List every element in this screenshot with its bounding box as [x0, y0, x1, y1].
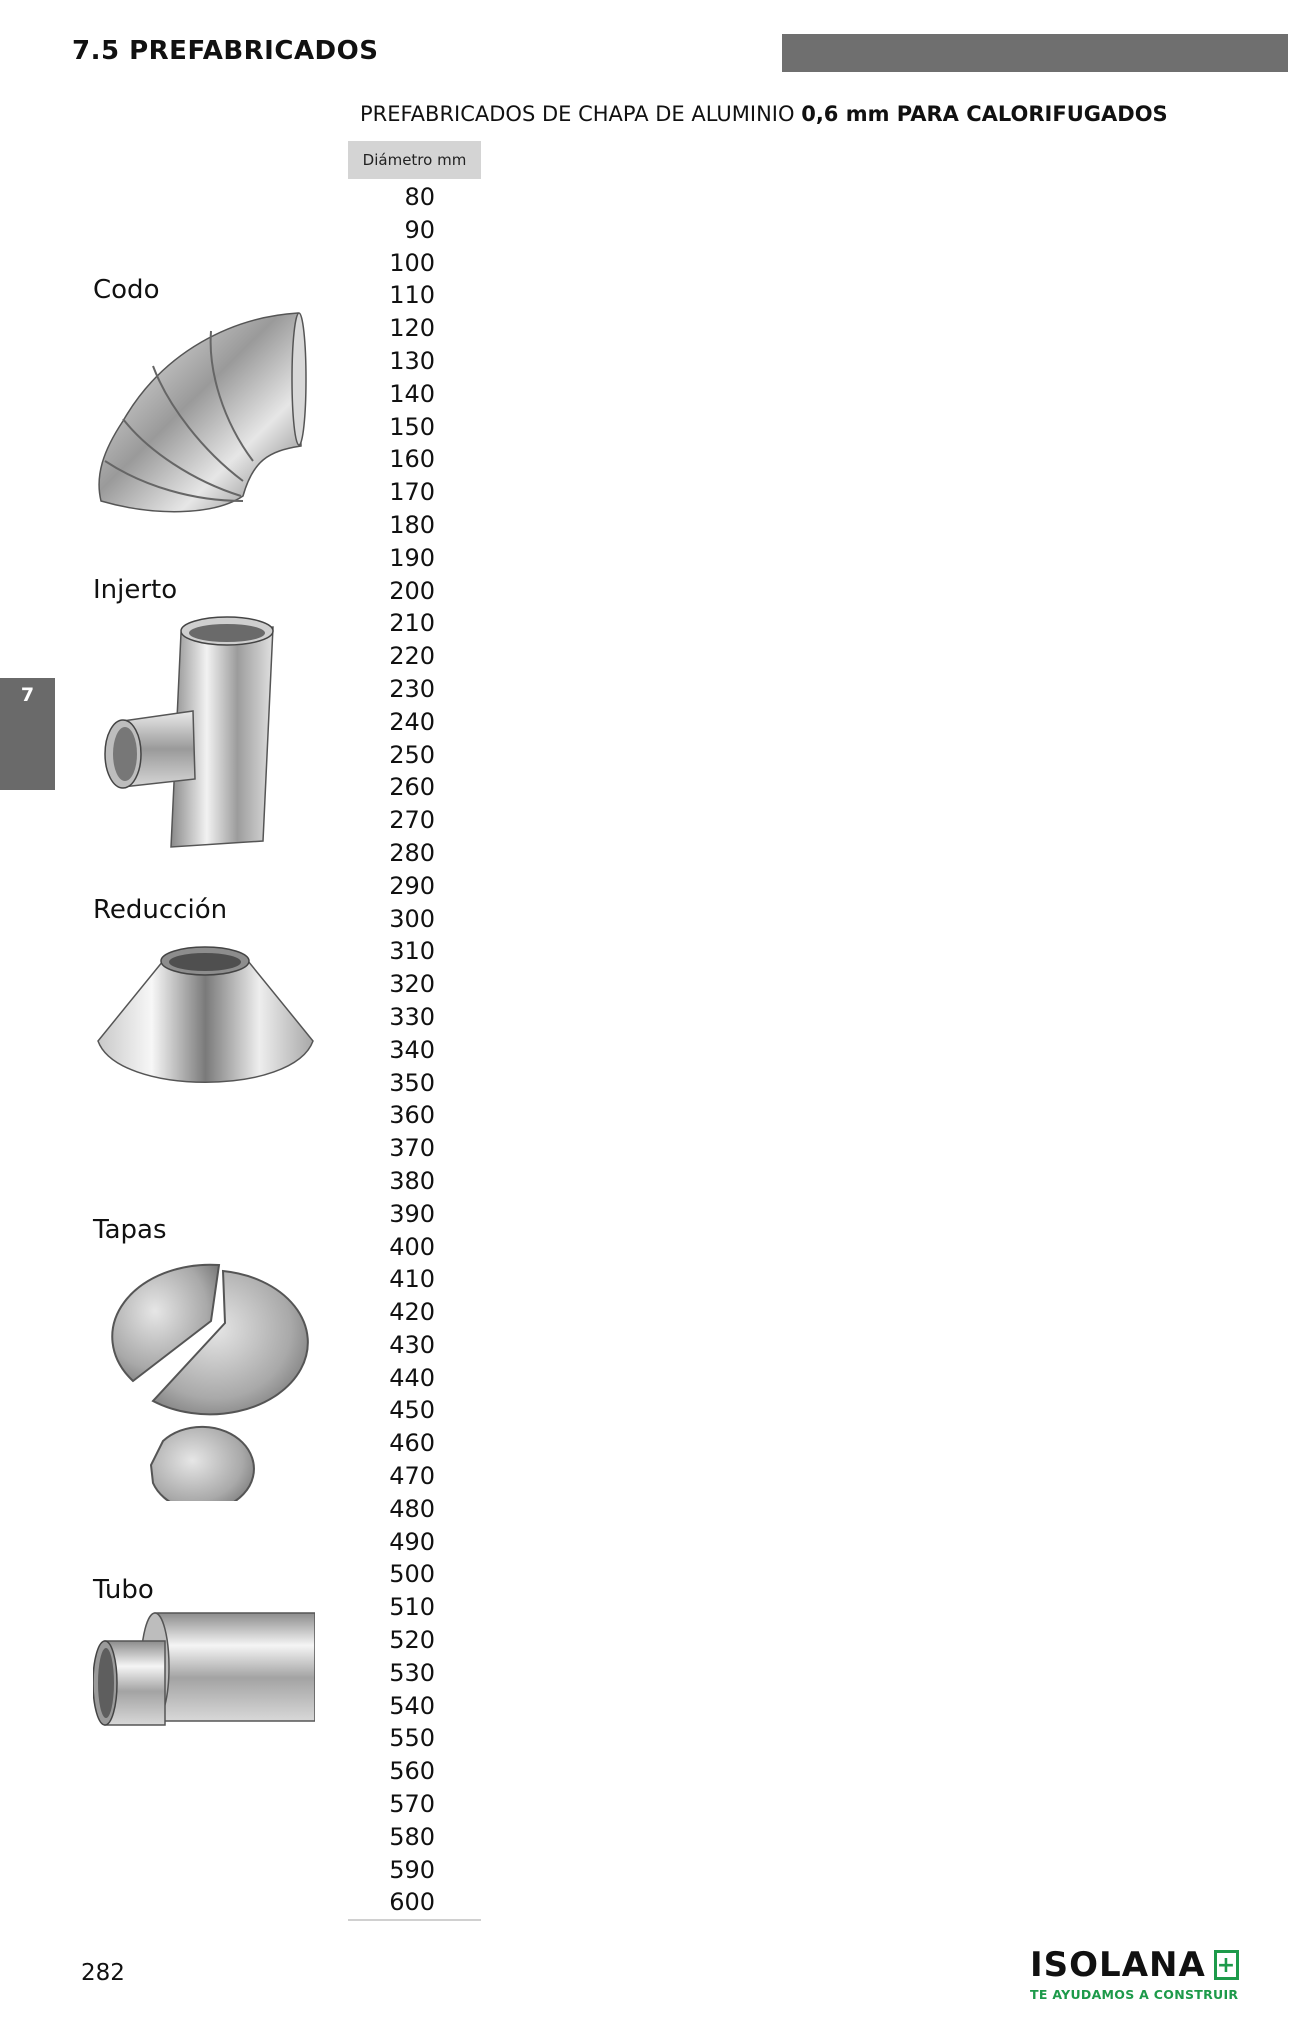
- diameter-row: 430: [389, 1330, 435, 1359]
- reducer-cone-image: [93, 931, 318, 1131]
- diameter-row: 300: [389, 904, 435, 933]
- diameter-row: 340: [389, 1035, 435, 1064]
- diameter-row: 510: [389, 1593, 435, 1622]
- diameter-row: 140: [389, 379, 435, 408]
- product-label: Injerto: [93, 575, 178, 605]
- product-injerto: [93, 575, 313, 861]
- product-label: Reducción: [93, 895, 228, 925]
- isolana-logo: [1030, 1945, 1239, 2002]
- diameter-row: 100: [389, 248, 435, 277]
- logo-tagline: TE AYUDAMOS A CONSTRUIR: [1030, 1987, 1239, 2002]
- diameter-row: 370: [389, 1134, 435, 1163]
- table-subtitle: [360, 102, 1168, 126]
- diameter-row: 500: [389, 1560, 435, 1589]
- diameter-row: 560: [389, 1757, 435, 1786]
- product-label: Tubo: [93, 1575, 154, 1605]
- diameter-row: 250: [389, 740, 435, 769]
- diameter-row: 480: [389, 1494, 435, 1523]
- diameter-row: 260: [389, 773, 435, 802]
- section-title: 7.5 PREFABRICADOS: [72, 36, 379, 66]
- product-codo: [93, 275, 313, 531]
- diameter-row: 450: [389, 1396, 435, 1425]
- diameter-row: 580: [389, 1822, 435, 1851]
- chapter-tab: [0, 678, 55, 790]
- subtitle-bold: 0,6 mm PARA CALORIFUGADOS: [801, 102, 1168, 126]
- diameter-row: 330: [389, 1002, 435, 1031]
- product-tapas: [93, 1215, 318, 1501]
- diameter-row: 270: [389, 806, 435, 835]
- diameter-row: 290: [389, 871, 435, 900]
- diameter-row: 520: [389, 1626, 435, 1655]
- diameter-row: 410: [389, 1265, 435, 1294]
- diameter-row: 360: [389, 1101, 435, 1130]
- diameter-row: 160: [389, 445, 435, 474]
- tee-branch-image: [93, 611, 313, 861]
- page-number: 282: [81, 1960, 125, 1986]
- diameter-row: 240: [389, 707, 435, 736]
- diameter-row: 550: [389, 1724, 435, 1753]
- diameter-row: 310: [389, 937, 435, 966]
- diameter-row: 220: [389, 642, 435, 671]
- diameter-row: 130: [389, 346, 435, 375]
- chapter-tab-label: 7: [20, 684, 35, 706]
- diameter-list: [348, 181, 481, 1921]
- product-reduccion: [93, 895, 318, 1131]
- diameter-row: 90: [404, 215, 435, 244]
- tube-image: [93, 1611, 315, 1741]
- diameter-row: 280: [389, 838, 435, 867]
- diameter-row: 320: [389, 970, 435, 999]
- end-caps-image: [93, 1251, 318, 1501]
- diameter-row: 390: [389, 1199, 435, 1228]
- diameter-row: 110: [389, 281, 435, 310]
- diameter-row: 170: [389, 478, 435, 507]
- product-tubo: [93, 1575, 315, 1741]
- diameter-row: 570: [389, 1790, 435, 1819]
- diameter-row: 80: [404, 183, 435, 211]
- diameter-row: 400: [389, 1232, 435, 1261]
- diameter-row: 440: [389, 1363, 435, 1392]
- diameter-row: 210: [389, 609, 435, 638]
- subtitle-normal: PREFABRICADOS DE CHAPA DE ALUMINIO: [360, 102, 795, 126]
- diameter-row: 230: [389, 674, 435, 703]
- diameter-row: 540: [389, 1691, 435, 1720]
- diameter-row: 180: [389, 510, 435, 539]
- plus-bracket-icon: +: [1214, 1950, 1239, 1980]
- logo-text: ISOLANA: [1030, 1945, 1206, 1985]
- diameter-row: 420: [389, 1298, 435, 1327]
- diameter-row: 530: [389, 1658, 435, 1687]
- diameter-row: 350: [389, 1068, 435, 1097]
- product-label: Tapas: [93, 1215, 167, 1245]
- diameter-row: 190: [389, 543, 435, 572]
- diameter-row: 490: [389, 1527, 435, 1556]
- diameter-row: 460: [389, 1429, 435, 1458]
- elbow-duct-image: [93, 311, 313, 531]
- header-bar: [782, 34, 1288, 72]
- diameter-row: 470: [389, 1462, 435, 1491]
- diameter-column-header: Diámetro mm: [348, 141, 481, 179]
- diameter-row: 600: [389, 1888, 435, 1917]
- diameter-row: 200: [389, 576, 435, 605]
- product-label: Codo: [93, 275, 160, 305]
- diameter-row: 150: [389, 412, 435, 441]
- diameter-row: 590: [389, 1855, 435, 1884]
- diameter-row: 380: [389, 1166, 435, 1195]
- diameter-row: 120: [389, 314, 435, 343]
